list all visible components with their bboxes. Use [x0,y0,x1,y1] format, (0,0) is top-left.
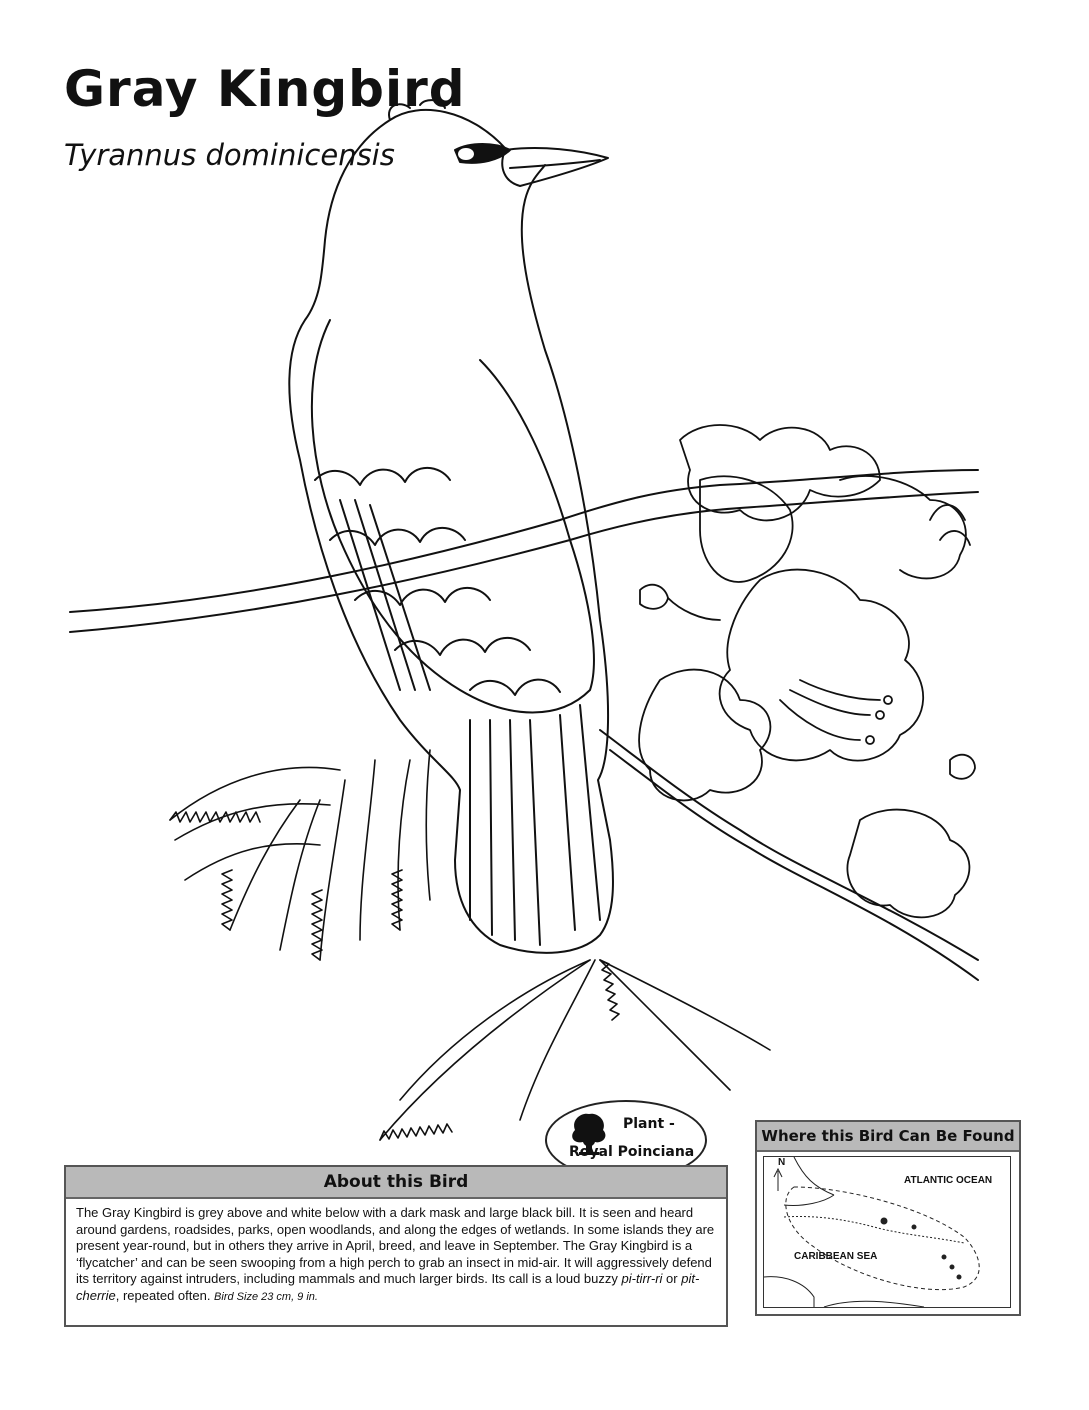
north-arrow-icon [774,1169,782,1191]
about-text [66,1199,726,1311]
text-after: , repeated often. [115,1287,215,1303]
poinciana-flowers [639,425,975,917]
plant-name: Royal Poinciana [569,1144,695,1160]
or-word: or [662,1271,682,1286]
plant-label: Plant - [623,1116,675,1132]
call-2: pit-cherrie [76,1271,700,1303]
scientific-name: Tyrannus dominicensis [64,138,395,172]
atlantic-ocean-label: ATLANTIC OCEAN [904,1175,993,1186]
range-map-box [755,1120,1021,1316]
about-bird-box [64,1165,728,1327]
call-1: pi-tirr-ri [621,1271,663,1286]
caribbean-sea-label: CARIBBEAN SEA [794,1251,878,1262]
branch [70,470,978,612]
range-map [763,1156,1011,1308]
about-description: The Gray Kingbird is grey above and white below with a dark mask and large black bill. It is seen and heard around gardens, roadsides, parks, open woodlands, and along the edges of wetlands. In some islands they are present year-round, but in others they arrive in April, breed, and leave in September. The Gray Kingbird is a ‘flycatcher’ and can be seen swooping from a high perch to grab an insect in mid-air. It will aggressively defend its territory against intruders, including mammals and much larger birds. Its call is a loud buzzy [76,1205,715,1286]
about-heading: About this Bird [66,1167,726,1199]
map-heading: Where this Bird Can Be Found [757,1122,1019,1152]
bird-size: Bird Size 23 cm, 9 in. [214,1290,318,1303]
page-title: Gray Kingbird [64,60,466,118]
north-label: N [778,1157,786,1168]
fern-leaves [170,750,430,960]
